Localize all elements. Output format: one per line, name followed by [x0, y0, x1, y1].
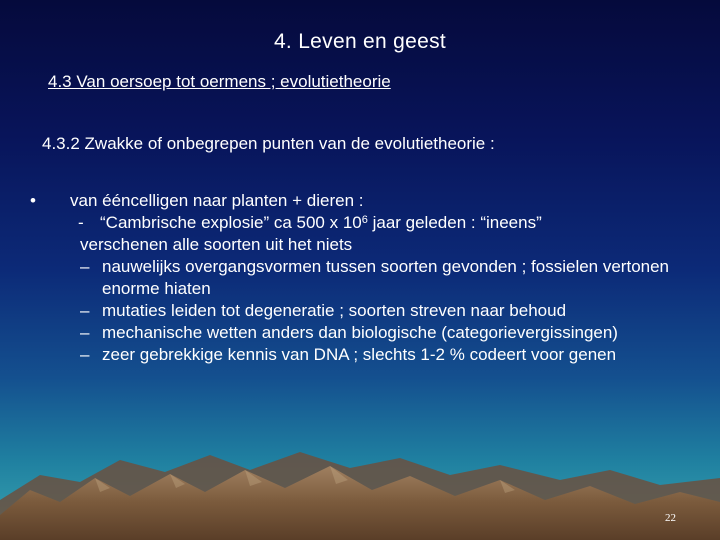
sub-dash-mark: –: [80, 257, 90, 276]
sub-item: [30, 344, 690, 366]
sub-item: [30, 256, 690, 300]
dash-superscript: 6: [361, 214, 368, 226]
dash-text: [86, 212, 690, 234]
dash-text-part-2: jaar geleden : “ineens”: [367, 213, 542, 232]
slide-title: 4. Leven en geest: [273, 30, 447, 53]
sub-dash-mark: –: [80, 345, 90, 364]
slide-subtitle: 4.3 Van oersoep tot oermens ; evolutietheorie: [48, 72, 391, 91]
sub-item-text: nauwelijks overgangsvormen tussen soorten gevonden ; fossielen vertonen enorme hiaten: [102, 257, 670, 298]
mountain-landscape: [0, 430, 720, 540]
section-heading: 4.3.2 Zwakke of onbegrepen punten van de evolutietheorie :: [42, 134, 495, 153]
dash-item: [30, 212, 690, 234]
sub-item: [30, 322, 690, 344]
page-number: 22: [665, 512, 676, 524]
dash-text-part-1: “Cambrische explosie” ca 500 x 10: [100, 213, 362, 232]
dash-continuation: verschenen alle soorten uit het niets: [80, 235, 353, 254]
bullet-text: van ééncelligen naar planten + dieren :: [70, 191, 364, 210]
dash-mark: -: [78, 213, 84, 232]
sub-dash-mark: –: [80, 301, 90, 320]
sub-item-text: zeer gebrekkige kennis van DNA ; slechts 1-2 % codeert voor genen: [102, 345, 617, 364]
sub-dash-mark: –: [80, 323, 90, 342]
slide-body: [30, 190, 690, 366]
bullet-mark: •: [30, 191, 36, 210]
sub-item-text: mechanische wetten anders dan biologische (categorievergissingen): [102, 323, 618, 342]
sub-item-text: mutaties leiden tot degeneratie ; soorten streven naar behoud: [102, 301, 567, 320]
bullet-item: [30, 190, 690, 212]
sub-item: [30, 300, 690, 322]
